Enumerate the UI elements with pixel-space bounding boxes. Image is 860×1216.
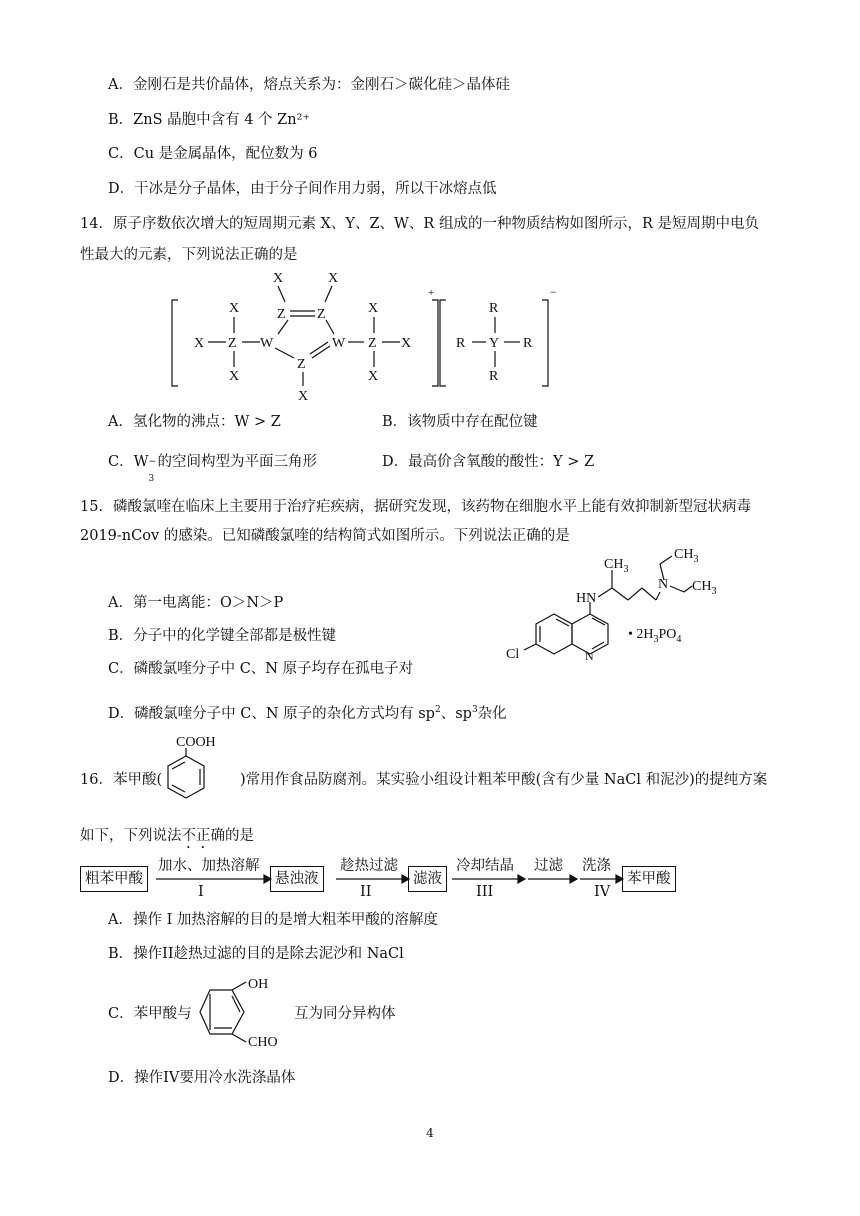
flow-box-filtrate: 滤液: [408, 866, 447, 892]
svg-text:X: X: [328, 271, 339, 286]
q16-stem-post: )常用作食品防腐剂。某实验小组设计粗苯甲酸(含有少量 NaCl 和泥沙)的提纯方案: [240, 772, 768, 788]
flow-step1-num: I: [198, 884, 204, 900]
q16-cooh-label: COOH: [176, 735, 216, 750]
q14-cation-charge: +: [428, 287, 435, 299]
q14-option-b: B．该物质中存在配位键: [382, 414, 538, 430]
q16-benzoic-acid-structure: [160, 734, 240, 810]
flow-step3-label: 冷却结晶: [456, 858, 514, 874]
svg-text:X: X: [194, 336, 205, 351]
svg-text:X: X: [401, 336, 412, 351]
q16-option-c-pre: C．苯甲酸与: [108, 1006, 192, 1022]
svg-text:R: R: [523, 336, 533, 351]
q16-option-b: B．操作II趁热过滤的目的是除去泥沙和 NaCl: [108, 946, 404, 962]
q16-stem-pre: 16．苯甲酸(: [80, 772, 163, 788]
flow-box-suspension: 悬浊液: [270, 866, 324, 892]
q15-stem-line2: 2019-nCov 的感染。已知磷酸氯喹的结构简式如图所示。下列说法正确的是: [80, 528, 570, 544]
q14-x-label: X: [273, 271, 284, 286]
flow-step4b-label: 洗涤: [582, 858, 611, 874]
q15-option-c: C．磷酸氯喹分子中 C、N 原子均存在孤电子对: [108, 661, 414, 677]
flow-arrows: [0, 860, 860, 900]
q16-option-c-post: 互为同分异构体: [294, 1006, 396, 1022]
svg-text:Z: Z: [297, 357, 306, 372]
q15-phosphate-label: • $2H_3PO_4$: [628, 627, 682, 645]
svg-text:W: W: [332, 336, 346, 351]
q16-salicylaldehyde-structure: [196, 978, 306, 1048]
svg-text:CH3: $CH_3$: [692, 579, 717, 597]
q15-cl-label: Cl: [506, 647, 520, 662]
flow-box-product: 苯甲酸: [622, 866, 676, 892]
svg-text:Z: Z: [277, 307, 286, 322]
flow-step3-num: III: [476, 884, 494, 900]
svg-text:Z: Z: [317, 307, 326, 322]
q15-option-a: A．第一电离能：O＞N＞P: [108, 595, 284, 611]
flow-step4-num: IV: [594, 884, 611, 900]
q13-option-d: D．干冰是分子晶体，由于分子间作用力弱，所以干冰熔点低: [108, 181, 497, 197]
svg-text:CH3: $CH_3$: [674, 547, 699, 565]
q16-option-a: A．操作 I 加热溶解的目的是增大粗苯甲酸的溶解度: [108, 912, 438, 928]
q15-option-b: B．分子中的化学键全部都是极性键: [108, 628, 337, 644]
q16-cho-label: CHO: [248, 1035, 278, 1050]
q14-option-d: D．最高价含氧酸的酸性：Y > Z: [382, 454, 595, 470]
q14-anion-charge: −: [550, 285, 557, 299]
q15-ch3-label: $CH_3$: [604, 557, 629, 575]
q15-amine-n: N: [658, 577, 669, 592]
flow-step1-label: 加水、加热溶解: [158, 858, 260, 874]
q14-structure-figure: [160, 262, 570, 402]
q15-stem-line1: 15．磷酸氯喹在临床上主要用于治疗疟疾病，据研究发现，该药物在细胞水平上能有效抑制新型冠状病毒: [80, 499, 751, 515]
svg-text:X: X: [368, 301, 379, 316]
q13-option-b: B．ZnS 晶胞中含有 4 个 Zn²⁺: [108, 112, 311, 128]
flow-step2-num: II: [360, 884, 372, 900]
q15-ring-n: N: [585, 649, 594, 663]
q14-w-label: W: [260, 336, 274, 351]
q14-option-a: A．氢化物的沸点：W > Z: [108, 414, 281, 430]
q14-r-label: R: [456, 336, 466, 351]
svg-text:Z: Z: [368, 336, 377, 351]
q13-option-a: A．金刚石是共价晶体，熔点关系为：金刚石＞碳化硅＞晶体硅: [108, 77, 510, 93]
q15-chloroquine-structure: [500, 540, 730, 670]
q14-option-c: C．W − 3 的空间构型为平面三角形: [108, 454, 317, 484]
flow-step2-label: 趁热过滤: [340, 858, 398, 874]
q14-stem-line1: 14．原子序数依次增大的短周期元素 X、Y、Z、W、R 组成的一种物质结构如图所示，R 是短周期中电负: [80, 216, 759, 232]
svg-text:R: R: [489, 369, 499, 384]
q14-stem-line2: 性最大的元素，下列说法正确的是: [80, 247, 298, 263]
q14-z-label: Z: [228, 336, 237, 351]
q16-stem-line2: 如下，下列说法不正确的是: [80, 828, 254, 844]
page-number: 4: [426, 1126, 434, 1140]
q15-hn-label: HN: [576, 591, 597, 606]
svg-text:X: X: [298, 389, 309, 404]
svg-text:R: R: [489, 301, 499, 316]
q16-option-d: D．操作IV要用冷水洗涤晶体: [108, 1070, 296, 1086]
q14-y-label: Y: [489, 336, 500, 351]
q15-option-d: D．磷酸氯喹分子中 C、N 原子的杂化方式均有 $sp^2$、$sp^3$杂化: [108, 705, 507, 722]
svg-text:X: X: [229, 301, 240, 316]
q13-option-c: C．Cu 是金属晶体，配位数为 6: [108, 146, 318, 162]
q16-oh-label: OH: [248, 977, 269, 992]
svg-text:X: X: [368, 369, 379, 384]
svg-text:X: X: [229, 369, 240, 384]
flow-step4a-label: 过滤: [534, 858, 563, 874]
flow-box-crude: 粗苯甲酸: [80, 866, 148, 892]
